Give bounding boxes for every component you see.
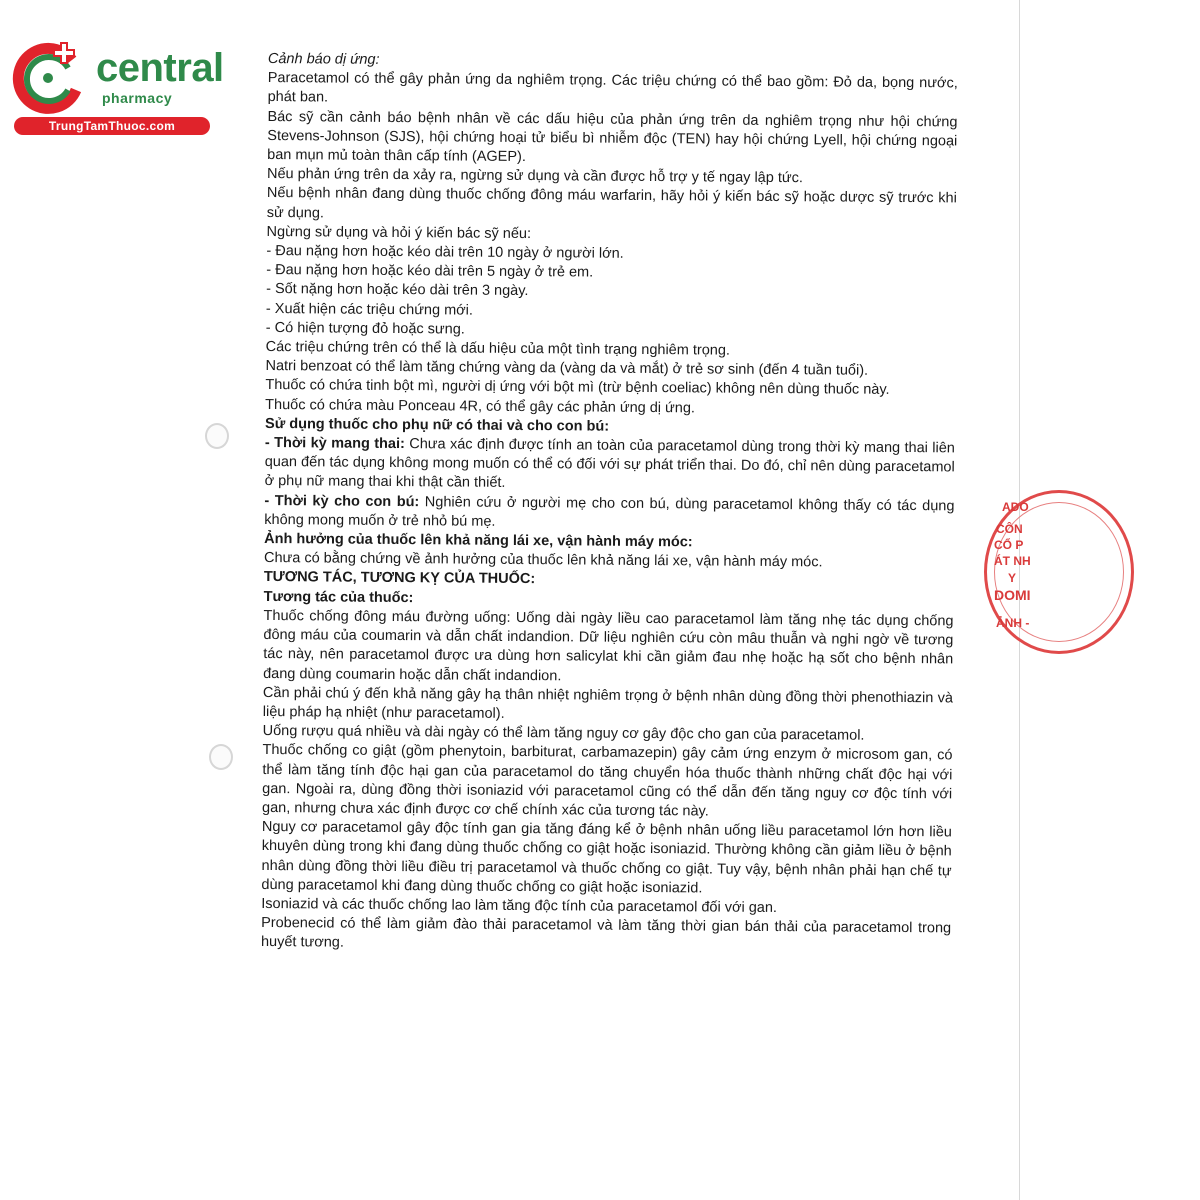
paragraph: Natri benzoat có thể làm tăng chứng vàng da (vàng da và mắt) ở trẻ sơ sinh (đến 4 tuần tuổi). bbox=[265, 358, 869, 379]
list-item: - Xuất hiện các triệu chứng mới. bbox=[265, 300, 474, 319]
stamp-text-line: Y bbox=[1008, 571, 1017, 585]
pregnancy-text: Chưa xác định được tính an toàn của paracetamol dùng trong thời kỳ mang thai liên quan đến tác dụng không mong muốn có thể có đối với sự phát triển thai. Do đó, chỉ nên dùng paracetamol ở phụ nữ mang thai khi thật cần thiết. bbox=[264, 436, 955, 492]
binder-hole-upper bbox=[205, 423, 229, 449]
stamp-text-line: CỔ P bbox=[994, 538, 1024, 552]
paragraph: Ngừng sử dụng và hỏi ý kiến bác sỹ nếu: bbox=[266, 223, 532, 242]
paragraph: Uống rượu quá nhiều và dài ngày có thể làm tăng nguy cơ gây độc cho gan của paracetamol. bbox=[262, 723, 865, 744]
stamp-text-line: CÔN bbox=[996, 522, 1023, 536]
paragraph: Nếu bệnh nhân đang dùng thuốc chống đông máu warfarin, hãy hỏi ý kiến bác sỹ hoặc dược sỹ trước khi sử dụng. bbox=[266, 185, 957, 222]
paragraph: Thuốc có chứa tinh bột mì, người dị ứng với bột mì (trừ bệnh coeliac) không nên dùng thuốc này. bbox=[265, 377, 890, 399]
paragraph: Isoniazid và các thuốc chống lao làm tăng độc tính của paracetamol đối với gan. bbox=[261, 895, 778, 916]
logo-website-badge[interactable]: TrungTamThuoc.com bbox=[14, 117, 210, 135]
paragraph: Thuốc có chứa màu Ponceau 4R, có thể gây các phản ứng dị ứng. bbox=[265, 396, 696, 417]
stamp-text-line: ADO bbox=[1002, 500, 1029, 514]
red-company-stamp bbox=[982, 488, 1031, 660]
list-item: - Sốt nặng hơn hoặc kéo dài trên 3 ngày. bbox=[266, 281, 529, 300]
stamp-text-line: ẢNH - bbox=[996, 616, 1030, 630]
paragraph: Nếu phản ứng trên da xảy ra, ngừng sử dụng và cần được hỗ trợ y tế ngay lập tức. bbox=[266, 166, 803, 187]
list-item: - Đau nặng hơn hoặc kéo dài trên 5 ngày ở trẻ em. bbox=[266, 262, 594, 281]
lactation-label: - Thời kỳ cho con bú: bbox=[264, 492, 420, 510]
stamp-text-line: DOMI bbox=[994, 587, 1031, 603]
lactation-paragraph bbox=[264, 492, 954, 536]
pharmacy-cross-c-icon bbox=[10, 38, 90, 118]
document-body bbox=[261, 50, 958, 958]
lactation-text: Nghiên cứu ở người mẹ cho con bú, dùng paracetamol không thấy có tác dụng không mong muốn ở trẻ nhỏ bú mẹ. bbox=[264, 493, 955, 530]
paragraph: Các triệu chứng trên có thể là dấu hiệu của một tình trạng nghiêm trọng. bbox=[265, 339, 731, 359]
interactions-subheading: Tương tác của thuốc: bbox=[263, 588, 414, 606]
paragraph: Probenecid có thể làm giảm đào thải paracetamol và làm tăng thời gian bán thải của paracetamol trong huyết tương. bbox=[260, 915, 952, 951]
pregnancy-paragraph bbox=[265, 434, 955, 497]
central-pharmacy-logo[interactable] bbox=[10, 38, 224, 136]
binder-hole-lower bbox=[209, 744, 233, 770]
paragraph: Bác sỹ cần cảnh báo bệnh nhân về các dấu hiệu của phản ứng trên da nghiêm trọng như hội chứng Stevens-Johnson (SJS), hội chứng hoại tử biểu bì nhiễm độc (TEN) hay hội chứng Lyell, hội chứng ngoại ban mụn mủ toàn thân cấp tính (AGEP). bbox=[267, 108, 958, 166]
paragraph: Cần phải chú ý đến khả năng gây hạ thân nhiệt nghiêm trọng ở bệnh nhân dùng đồng thời phenothiazin và liệu pháp hạ nhiệt (như paracetamol). bbox=[262, 684, 953, 722]
paragraph: Chưa có bằng chứng về ảnh hưởng của thuốc lên khả năng lái xe, vận hành máy móc. bbox=[263, 550, 823, 571]
allergy-warning-heading: Cảnh báo dị ứng: bbox=[267, 50, 380, 68]
logo-subtitle: pharmacy bbox=[102, 90, 173, 106]
stamp-text-line: ÁT NH bbox=[994, 554, 1031, 568]
paragraph: Paracetamol có thể gây phản ứng da nghiêm trọng. Các triệu chứng có thể bao gồm: Đỏ da, bọng nước, phát ban. bbox=[267, 70, 958, 106]
list-item: - Có hiện tượng đỏ hoặc sưng. bbox=[265, 319, 465, 338]
interactions-heading: TƯƠNG TÁC, TƯƠNG KỴ CỦA THUỐC: bbox=[263, 569, 536, 588]
driving-heading: Ảnh hưởng của thuốc lên khả năng lái xe, vận hành máy móc: bbox=[264, 531, 693, 551]
logo-brand-name: central bbox=[96, 46, 224, 90]
pregnancy-heading: Sử dụng thuốc cho phụ nữ có thai và cho con bú: bbox=[265, 415, 610, 435]
paragraph: Thuốc chống co giật (gồm phenytoin, barbiturat, carbamazepin) gây cảm ứng enzym ở microsom gan, có thể làm tăng tính độc hại gan của paracetamol do tăng chuyển hóa thuốc thành những chất độc hại với gan. Ngoài ra, dùng đồng thời isoniazid với paracetamol cũng có thể dẫn đến tăng nguy cơ độc tính với gan, nhưng chưa xác định được cơ chế chính xác của tương tác này. bbox=[261, 742, 953, 820]
paragraph: Thuốc chống đông máu đường uống: Uống dài ngày liều cao paracetamol làm tăng nhẹ tác dụng chống đông máu của coumarin và dẫn chất indandion. Dữ liệu nghiên cứu còn mâu thuẫn và nghi ngờ về tương tác này, nên paracetamol được ưa dùng hơn salicylat khi cần giảm đau nhẹ hoặc hạ sốt cho bệnh nhân đang dùng coumarin hoặc dẫn chất indandion. bbox=[263, 607, 954, 684]
paragraph: Nguy cơ paracetamol gây độc tính gan gia tăng đáng kể ở bệnh nhân uống liều paracetamol lớn hơn liều khuyên dùng trong khi đang dùng thuốc chống co giật hoặc isoniazid. Thường không cần giảm liều ở bệnh nhân dùng đồng thời liều điều trị paracetamol và thuốc chống co giật. Tuy vậy, bệnh nhân phải hạn chế tự dùng paracetamol khi đang dùng thuốc chống co giật hoặc isoniazid. bbox=[261, 819, 952, 897]
list-item: - Đau nặng hơn hoặc kéo dài trên 10 ngày ở người lớn. bbox=[266, 243, 624, 262]
pregnancy-label: - Thời kỳ mang thai: bbox=[264, 435, 405, 453]
